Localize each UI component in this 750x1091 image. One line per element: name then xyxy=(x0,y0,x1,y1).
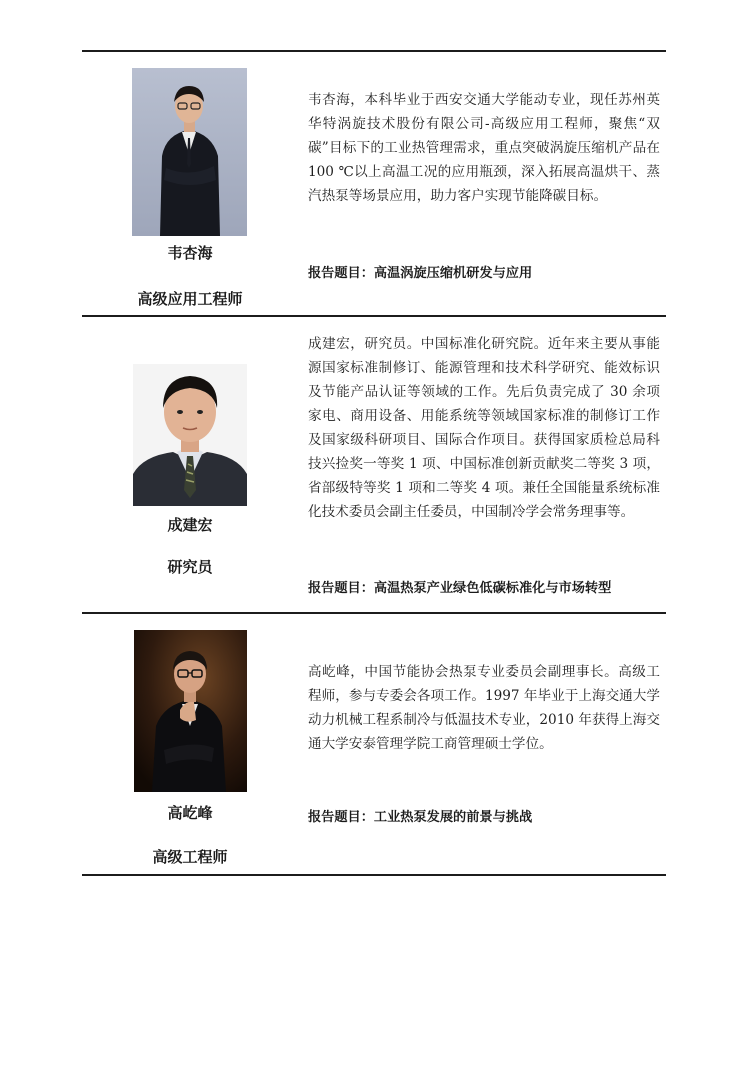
speaker-bio: 成建宏，研究员。中国标准化研究院。近年来主要从事能源国家标准制修订、能源管理和技术科学研究、能效标识及节能产品认证等领域的工作。先后负责完成了 30 余项家电、商用设备、用能系统等领域国家标准的制修订工作及国家级科研项目、国际合作项目。获得国家质检总局科技兴捡奖一等奖 1 项、中国标准创新贡献奖二等奖 3 项，省部级特等奖 1 项和二等奖 4 项。兼任全国能量系统标准化技术委员会副主任委员，中国制冷学会常务理事等。 xyxy=(308,336,660,520)
speaker-photo xyxy=(132,68,247,236)
speaker-name: 韦杏海 xyxy=(167,244,213,262)
speaker-title: 高级应用工程师 xyxy=(137,290,243,308)
speaker-bio: 韦杏海，本科毕业于西安交通大学能动专业，现任苏州英华特涡旋技术股份有限公司-高级应用工程师，聚焦“双碳”目标下的工业热管理需求，重点突破涡旋压缩机产品在 100 ℃以上高温工况的应用瓶颈，深入拓展高温烘干、蒸汽热泵等场景应用，助力客户实现节能降碳目标。 xyxy=(308,92,660,204)
divider-top xyxy=(82,50,666,52)
speaker-bio: 高屹峰，中国节能协会热泵专业委员会副理事长。高级工程师，参与专委会各项工作。1997 年毕业于上海交通大学动力机械工程系制冷与低温技术专业，2010 年获得上海交通大学安泰管理学院工商管理硕士学位。 xyxy=(308,664,660,752)
report-topic: 报告题目：高温涡旋压缩机研发与应用 xyxy=(308,266,533,281)
divider-2 xyxy=(82,612,666,614)
speaker-photo xyxy=(134,630,247,792)
speaker-title: 研究员 xyxy=(167,558,213,576)
report-topic: 报告题目：高温热泵产业绿色低碳标准化与市场转型 xyxy=(308,581,612,596)
speaker-name: 高屹峰 xyxy=(167,804,213,822)
speaker-title: 高级工程师 xyxy=(152,848,228,866)
speaker-photo xyxy=(133,364,247,506)
divider-bottom xyxy=(82,874,666,876)
speaker-name: 成建宏 xyxy=(167,516,213,534)
report-topic: 报告题目：工业热泵发展的前景与挑战 xyxy=(308,810,533,825)
divider-1 xyxy=(82,315,666,317)
